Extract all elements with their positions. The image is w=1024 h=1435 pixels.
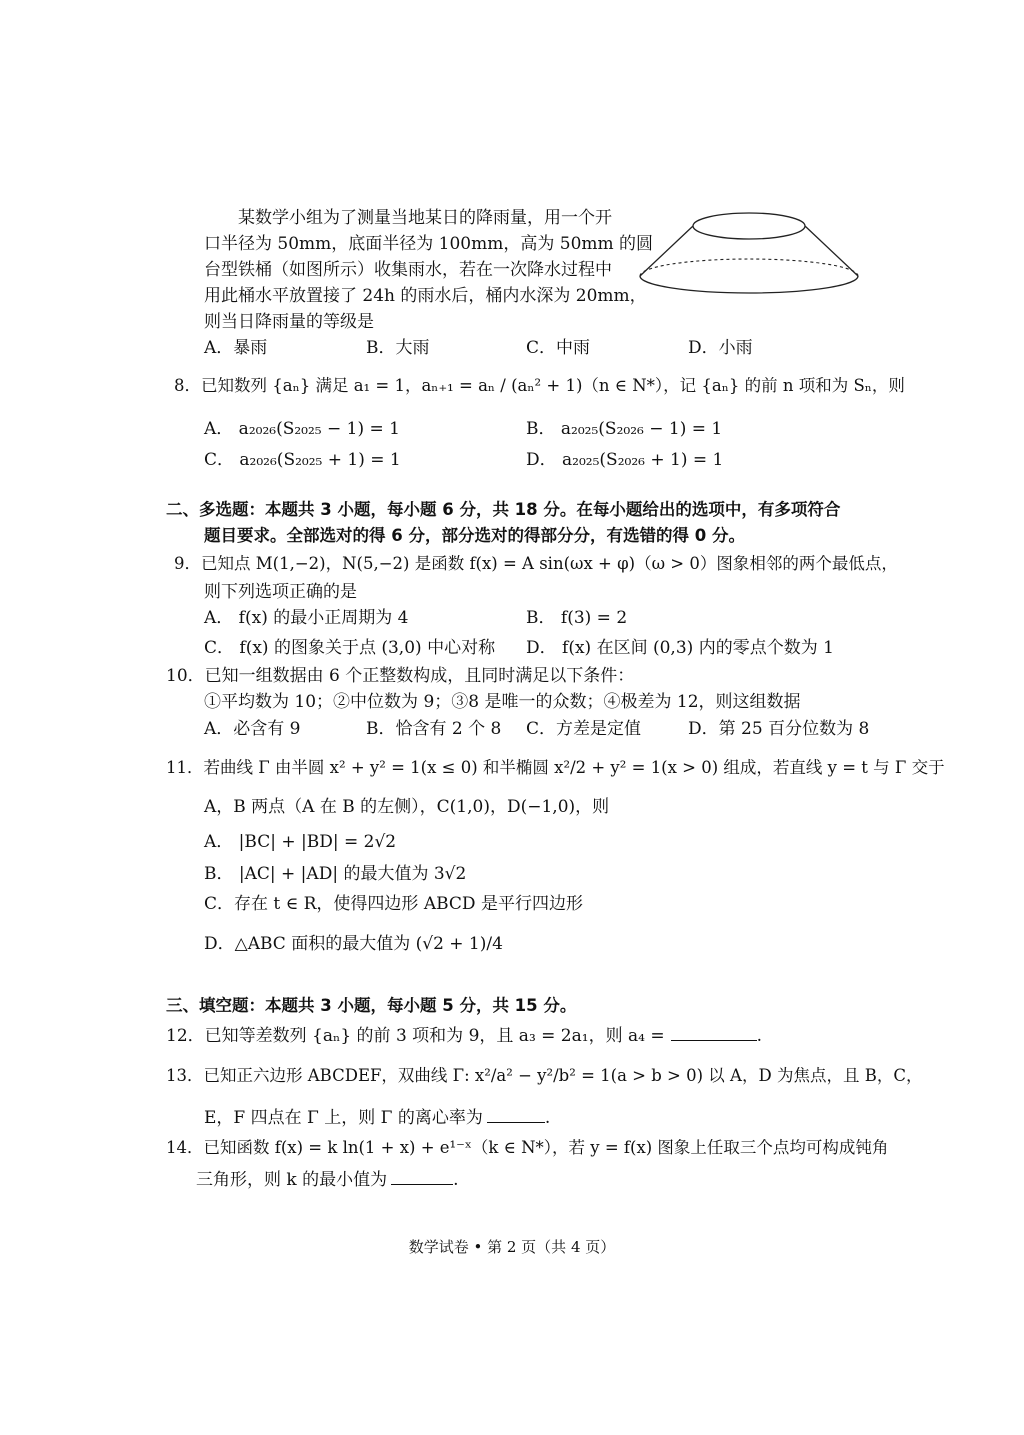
q11-option-b: B． |AC| + |AD| 的最大值为 3√2 [204, 864, 467, 884]
q11-line-1: 11．若曲线 Γ 由半圆 x² + y² = 1(x ≤ 0) 和半椭圆 x²/2 + y² = 1(x > 0) 组成，若直线 y = t 与 Γ 交于 [166, 758, 945, 777]
q11-option-d: D．△ABC 面积的最大值为 (√2 + 1)/4 [204, 934, 503, 954]
q13-line-1: 13．已知正六边形 ABCDEF，双曲线 Γ: x²/a² − y²/b² = 1(a > b > 0) 以 A，D 为焦点，且 B，C， [166, 1066, 923, 1085]
q14-answer-blank[interactable] [391, 1166, 453, 1185]
q9-line-2: 则下列选项正确的是 [204, 582, 357, 602]
q14-line-1: 14．已知函数 f(x) = k ln(1 + x) + e¹⁻ˣ（k ∈ N*），若 y = f(x) 图象上任取三个点均可构成钝角 [166, 1138, 889, 1157]
q10-option-c: C．方差是定值 [526, 719, 642, 739]
q13-answer-blank[interactable] [487, 1104, 545, 1123]
q9-option-a: A． f(x) 的最小正周期为 4 [204, 608, 409, 628]
q7-option-b: B．大雨 [366, 338, 430, 358]
q8-stem: 8．已知数列 {aₙ} 满足 a₁ = 1，aₙ₊₁ = aₙ / (aₙ² + 1)（n ∈ N*），记 {aₙ} 的前 n 项和为 Sₙ，则 [174, 376, 905, 395]
q11-line-2: A，B 两点（A 在 B 的左侧），C(1,0)，D(−1,0)，则 [204, 797, 610, 817]
q12-end: . [756, 1026, 762, 1046]
q14-end: . [453, 1170, 459, 1190]
q9-option-c: C． f(x) 的图象关于点 (3,0) 中心对称 [204, 638, 496, 658]
q13-line-2-wrap [204, 1104, 550, 1130]
page-footer: 数学试卷 • 第 2 页（共 4 页） [408, 1238, 616, 1256]
q10-line-1: 10．已知一组数据由 6 个正整数构成，且同时满足以下条件： [166, 666, 635, 686]
frustum-figure [636, 206, 862, 302]
q9-line-1: 9．已知点 M(1,−2)，N(5,−2) 是函数 f(x) = A sin(ωx + φ)（ω > 0）图象相邻的两个最低点， [174, 554, 898, 573]
q13-line-2: E，F 四点在 Γ 上，则 Γ 的离心率为 [204, 1108, 483, 1128]
q7-stem-line-3: 台型铁桶（如图所示）收集雨水，若在一次降水过程中 [204, 260, 612, 280]
q7-stem-line-2: 口半径为 50mm，底面半径为 100mm，高为 50mm 的圆 [204, 234, 654, 254]
q7-stem-line-1: 某数学小组为了测量当地某日的降雨量，用一个开 [238, 208, 612, 228]
q8-option-c: C． a₂₀₂₆(S₂₀₂₅ + 1) = 1 [204, 450, 401, 470]
q13-end: . [544, 1108, 551, 1128]
q7-option-a: A．暴雨 [204, 338, 268, 358]
q10-option-d: D．第 25 百分位数为 8 [688, 719, 870, 739]
q10-option-a: A．必含有 9 [204, 719, 301, 739]
q12-block [166, 1022, 762, 1048]
section2-line-2: 题目要求。全部选对的得 6 分，部分选对的得部分分，有选错的得 0 分。 [204, 526, 745, 545]
q7-option-c: C．中雨 [526, 338, 591, 358]
q11-option-c: C．存在 t ∈ R，使得四边形 ABCD 是平行四边形 [204, 894, 583, 914]
q9-option-b: B． f(3) = 2 [526, 608, 628, 628]
q9-option-d: D． f(x) 在区间 (0,3) 内的零点个数为 1 [526, 638, 834, 658]
q8-option-b: B． a₂₀₂₅(S₂₀₂₆ − 1) = 1 [526, 419, 723, 439]
section2-line-1: 二、多选题：本题共 3 小题，每小题 6 分，共 18 分。在每小题给出的选项中，有多项符合 [166, 500, 841, 519]
q14-line-2: 三角形，则 k 的最小值为 [196, 1170, 388, 1190]
q12-stem: 12．已知等差数列 {aₙ} 的前 3 项和为 9，且 a₃ = 2a₁，则 a₄ = [166, 1026, 665, 1046]
q8-option-d: D． a₂₀₂₅(S₂₀₂₆ + 1) = 1 [526, 450, 724, 470]
q12-answer-blank[interactable] [671, 1022, 757, 1041]
q8-option-a: A． a₂₀₂₆(S₂₀₂₅ − 1) = 1 [204, 419, 400, 439]
q10-line-2: ①平均数为 10；②中位数为 9；③8 是唯一的众数；④极差为 12，则这组数据 [204, 692, 801, 712]
q7-option-d: D．小雨 [688, 338, 753, 358]
q10-option-b: B．恰含有 2 个 8 [366, 719, 502, 739]
q7-stem-line-5: 则当日降雨量的等级是 [204, 312, 374, 332]
q7-stem-line-4: 用此桶水平放置接了 24h 的雨水后，桶内水深为 20mm， [204, 286, 647, 306]
q11-option-a: A． |BC| + |BD| = 2√2 [204, 832, 397, 852]
q14-line-2-wrap [196, 1166, 459, 1192]
section3-header: 三、填空题：本题共 3 小题，每小题 5 分，共 15 分。 [166, 996, 577, 1015]
